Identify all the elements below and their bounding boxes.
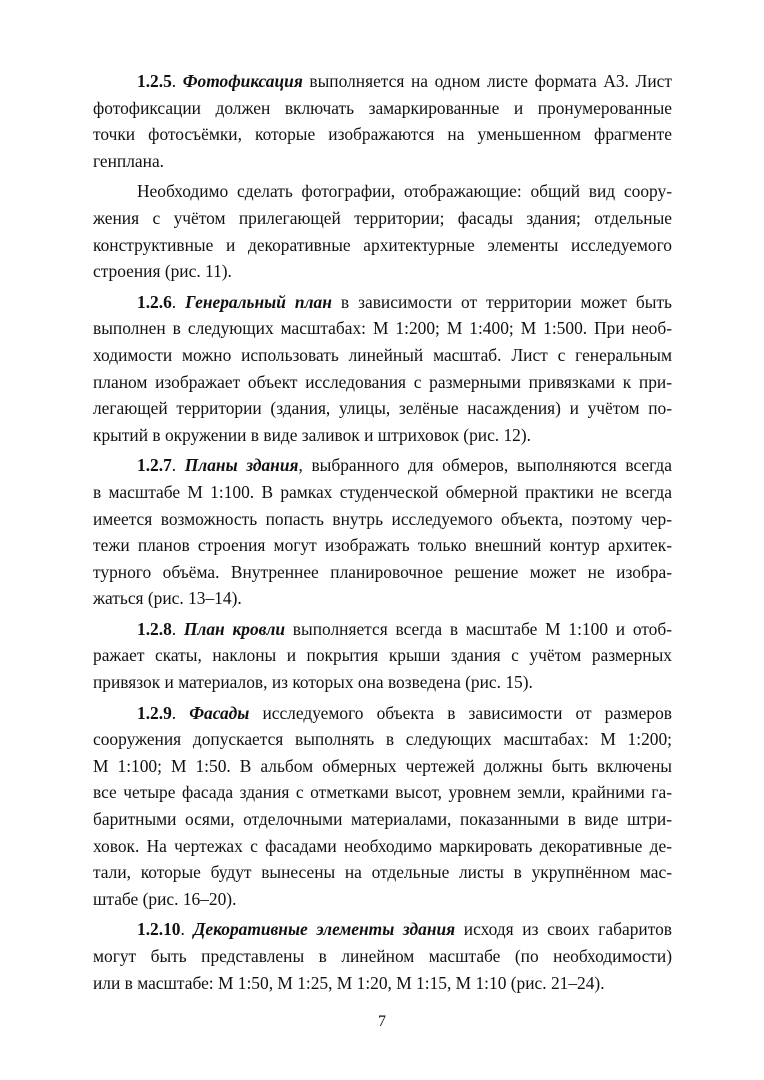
line-text: ховок. На чертежах с фасадами необходимо маркировать декоративные де-	[93, 835, 672, 856]
text-line: 1.2.5. Фотофиксация выполняется на одном листе формата А3. Лист	[137, 71, 672, 91]
line-text: баритными осями, отделочными материалами, показанными в виде штри-	[93, 809, 672, 830]
line-text: конструктивные и декоративные архитектурные элементы исследуемого	[93, 234, 672, 255]
line-text: выполняется всегда в масштабе М 1:100 и отоб-	[285, 618, 672, 639]
line-text: ходимости можно использовать линейный масштаб. Лист с генеральным	[93, 344, 672, 365]
text-line	[93, 726, 672, 753]
line-text: легающей территории (здания, улицы, зелёные насаждения) и учётом по-	[93, 398, 672, 419]
section-number: 1.2.7	[137, 455, 172, 476]
section-term: Декоративные элементы здания	[193, 919, 456, 940]
line-text: Необходимо сделать фотографии, отображающие: общий вид соору-	[137, 181, 672, 202]
text-line	[93, 258, 672, 285]
para-1-2-10	[93, 916, 672, 996]
section-term: Фотофиксация	[182, 71, 303, 91]
line-text: крытий в окружении в виде заливок и штриховок (рис. 12).	[93, 424, 532, 445]
para-photos-needed	[93, 178, 672, 284]
text-line	[93, 806, 672, 833]
line-text: генплана.	[93, 150, 165, 171]
text-line: 1.2.8. План кровли выполняется всегда в масштабе М 1:100 и отоб-	[137, 618, 672, 639]
text-line	[93, 970, 672, 997]
section-term: Планы здания	[184, 455, 299, 476]
text-line	[93, 669, 672, 696]
line-text: в масштабе М 1:100. В рамках студенческой обмерной практики не всегда	[93, 481, 672, 502]
line-text: фотофиксации должен включать замаркированные и пронумерованные	[93, 97, 672, 118]
line-text: могут быть представлены в линейном масштабе (по необходимости)	[93, 946, 672, 966]
text-line: 1.2.10. Декоративные элементы здания исходя из своих габаритов	[137, 919, 672, 940]
section-number: 1.2.8	[137, 618, 172, 639]
line-text: ражает скаты, наклоны и покрытия крыши здания с учётом размерных	[93, 645, 672, 666]
para-1-2-7	[93, 452, 672, 612]
text-line: 1.2.9. Фасады исследуемого объекта в зависимости от размеров	[137, 702, 672, 723]
text-line	[93, 753, 672, 780]
text-line	[93, 506, 672, 533]
text-line	[93, 315, 672, 342]
line-text: планом изображает объект исследования с размерными привязками к при-	[93, 371, 672, 392]
line-text: сооружения допускается выполнять в следующих масштабах: М 1:200;	[93, 729, 672, 750]
text-line	[93, 178, 672, 205]
text-line	[93, 943, 672, 970]
line-text: выполняется на одном листе формата А3. Лист	[302, 71, 672, 91]
line-text: , выбранного для обмеров, выполняются всегда	[298, 455, 672, 476]
text-line	[93, 886, 672, 913]
text-line	[93, 559, 672, 586]
section-number: 1.2.6	[137, 291, 172, 312]
text-line	[93, 833, 672, 860]
para-1-2-8	[93, 616, 672, 696]
body-text	[93, 68, 672, 996]
text-line	[93, 395, 672, 422]
section-term: Генеральный план	[185, 291, 332, 312]
text-line	[93, 232, 672, 259]
text-line: 1.2.7. Планы здания, выбранного для обмеров, выполняются всегда	[137, 455, 672, 476]
text-line	[93, 859, 672, 886]
line-text: штабе (рис. 16–20).	[93, 888, 237, 909]
text-line	[93, 532, 672, 559]
text-line: 1.2.6. Генеральный план в зависимости от территории может быть	[137, 291, 672, 312]
text-line	[93, 121, 672, 148]
line-text: тали, которые будут вынесены на отдельные листы в укрупнённом мас-	[93, 862, 672, 883]
text-line	[93, 779, 672, 806]
section-term: Фасады	[189, 702, 250, 723]
line-text: привязок и материалов, из которых она возведена (рис. 15).	[93, 672, 533, 693]
text-line	[93, 479, 672, 506]
line-text: или в масштабе: М 1:50, М 1:25, М 1:20, М 1:15, М 1:10 (рис. 21–24).	[93, 972, 605, 993]
section-number: 1.2.5	[137, 71, 172, 91]
line-text: жаться (рис. 13–14).	[93, 588, 242, 609]
line-text: тежи планов строения могут изображать только внешний контур архитек-	[93, 535, 672, 556]
text-line	[93, 205, 672, 232]
line-text: исследуемого объекта в зависимости от размеров	[249, 702, 672, 723]
line-text: точки фотосъёмки, которые изображаются на уменьшенном фрагменте	[93, 124, 672, 145]
text-line	[93, 369, 672, 396]
text-line	[93, 95, 672, 122]
line-text: исходя из своих габаритов	[455, 919, 672, 940]
text-line	[93, 585, 672, 612]
text-line	[93, 642, 672, 669]
line-text: турного объёма. Внутреннее планировочное решение может не изобра-	[93, 561, 672, 582]
section-number: 1.2.10	[137, 919, 181, 940]
para-1-2-5	[93, 68, 672, 174]
para-1-2-9	[93, 700, 672, 913]
text-line	[93, 422, 672, 449]
line-text: имеется возможность попасть внутрь исследуемого объекта, поэтому чер-	[93, 508, 672, 529]
line-text: М 1:100; М 1:50. В альбом обмерных чертежей должны быть включены	[93, 755, 672, 776]
line-text: жения с учётом прилегающей территории; фасады здания; отдельные	[93, 207, 672, 228]
text-line	[93, 342, 672, 369]
section-number: 1.2.9	[137, 702, 172, 723]
line-text: выполнен в следующих масштабах: М 1:200; М 1:400; М 1:500. При необ-	[93, 318, 672, 339]
page-number: 7	[378, 1013, 386, 1030]
text-line	[93, 148, 672, 175]
line-text: в зависимости от территории может быть	[331, 291, 672, 312]
para-1-2-6	[93, 289, 672, 449]
line-text: все четыре фасада здания с отметками высот, уровнем земли, крайними га-	[93, 782, 672, 803]
line-text: строения (рис. 11).	[93, 261, 232, 282]
section-term: План кровли	[183, 618, 286, 639]
